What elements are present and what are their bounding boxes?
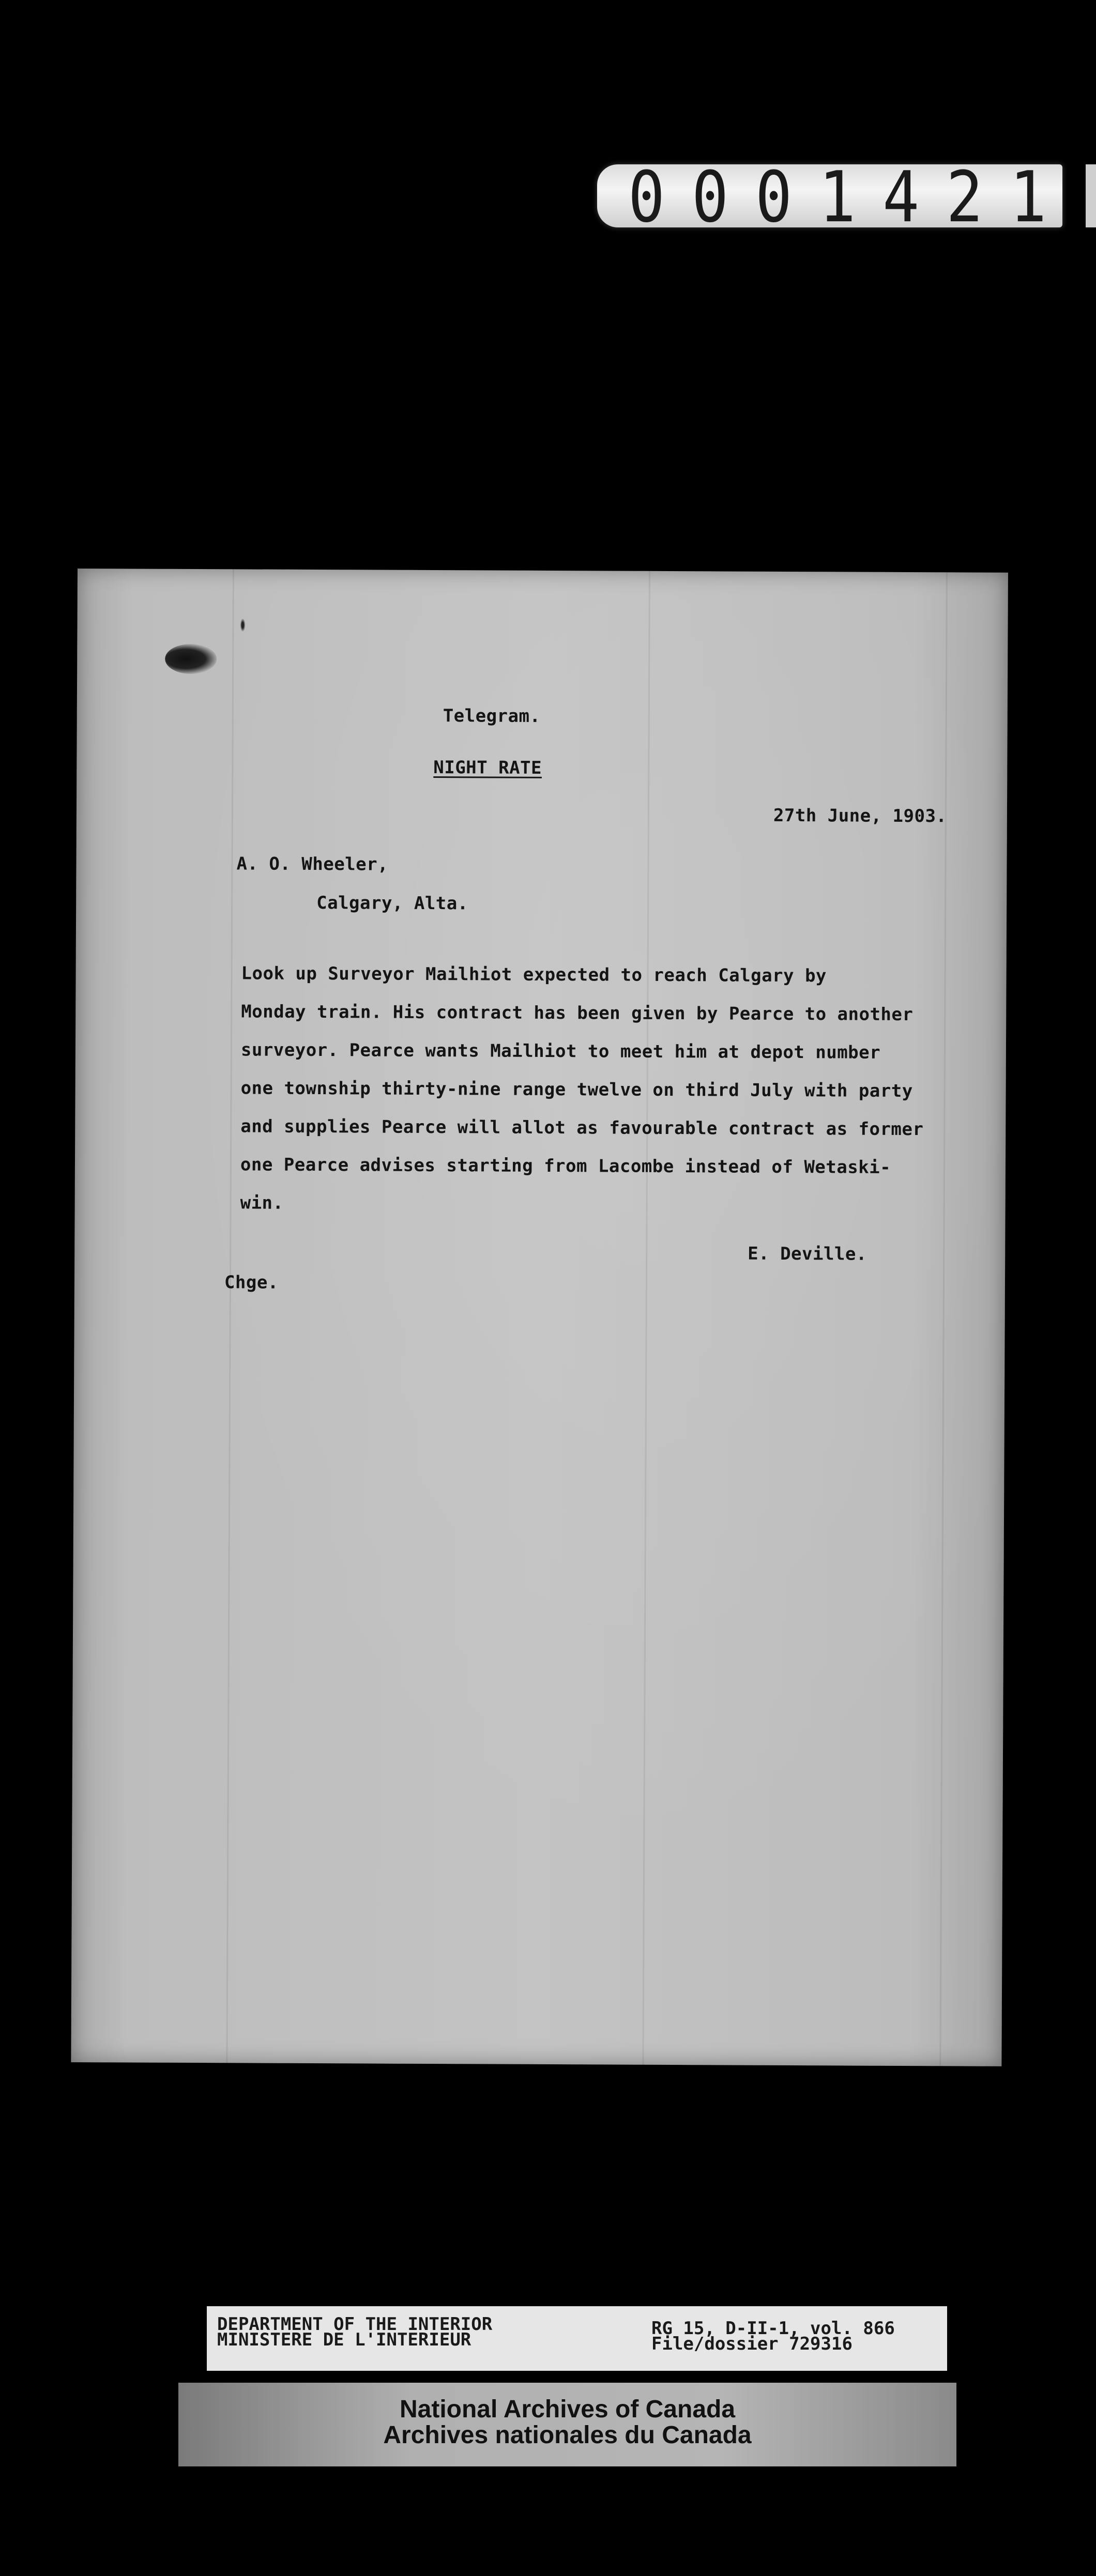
ink-speck bbox=[240, 618, 245, 632]
archive-reference-label bbox=[207, 2306, 947, 2371]
night-rate-label: NIGHT RATE bbox=[433, 757, 542, 778]
fold-line bbox=[226, 569, 234, 2063]
archives-name-french: Archives nationales du Canada bbox=[383, 2421, 752, 2449]
frame-strip-edge bbox=[1086, 164, 1096, 227]
national-archives-banner bbox=[178, 2383, 956, 2466]
department-english: DEPARTMENT OF THE INTERIOR bbox=[217, 2314, 493, 2335]
body-line: Look up Surveyor Mailhiot expected to reach Calgary by bbox=[241, 963, 827, 987]
telegram-heading: Telegram. bbox=[443, 706, 541, 727]
fold-line bbox=[642, 571, 650, 2065]
telegram-date: 27th June, 1903. bbox=[773, 805, 947, 827]
charge-note: Chge. bbox=[224, 1272, 279, 1293]
frame-number: 0001421 bbox=[628, 156, 1074, 238]
record-group-reference: RG 15, D-II-1, vol. 866 bbox=[651, 2318, 895, 2339]
file-dossier-number: File/dossier 729316 bbox=[651, 2334, 853, 2354]
body-line: surveyor. Pearce wants Mailhiot to meet him at depot number bbox=[240, 1039, 881, 1063]
body-line: Monday train. His contract has been given by Pearce to another bbox=[241, 1001, 914, 1025]
archives-name-english: National Archives of Canada bbox=[399, 2396, 736, 2423]
body-line: win. bbox=[240, 1192, 284, 1214]
fold-line bbox=[939, 572, 948, 2066]
body-line: one township thirty-nine range twelve on third July with party bbox=[240, 1078, 913, 1102]
body-line: one Pearce advises starting from Lacombe instead of Wetaski- bbox=[240, 1154, 891, 1178]
department-french: MINISTERE DE L'INTERIEUR bbox=[217, 2329, 471, 2350]
addressee-name: A. O. Wheeler, bbox=[236, 853, 389, 875]
signature: E. Deville. bbox=[748, 1243, 867, 1265]
addressee-place: Calgary, Alta. bbox=[316, 893, 468, 914]
ink-stain bbox=[165, 644, 217, 674]
telegram-sheet bbox=[71, 569, 1008, 2066]
frame-number-strip bbox=[597, 156, 1074, 238]
body-line: and supplies Pearce will allot as favourable contract as former bbox=[240, 1116, 924, 1140]
